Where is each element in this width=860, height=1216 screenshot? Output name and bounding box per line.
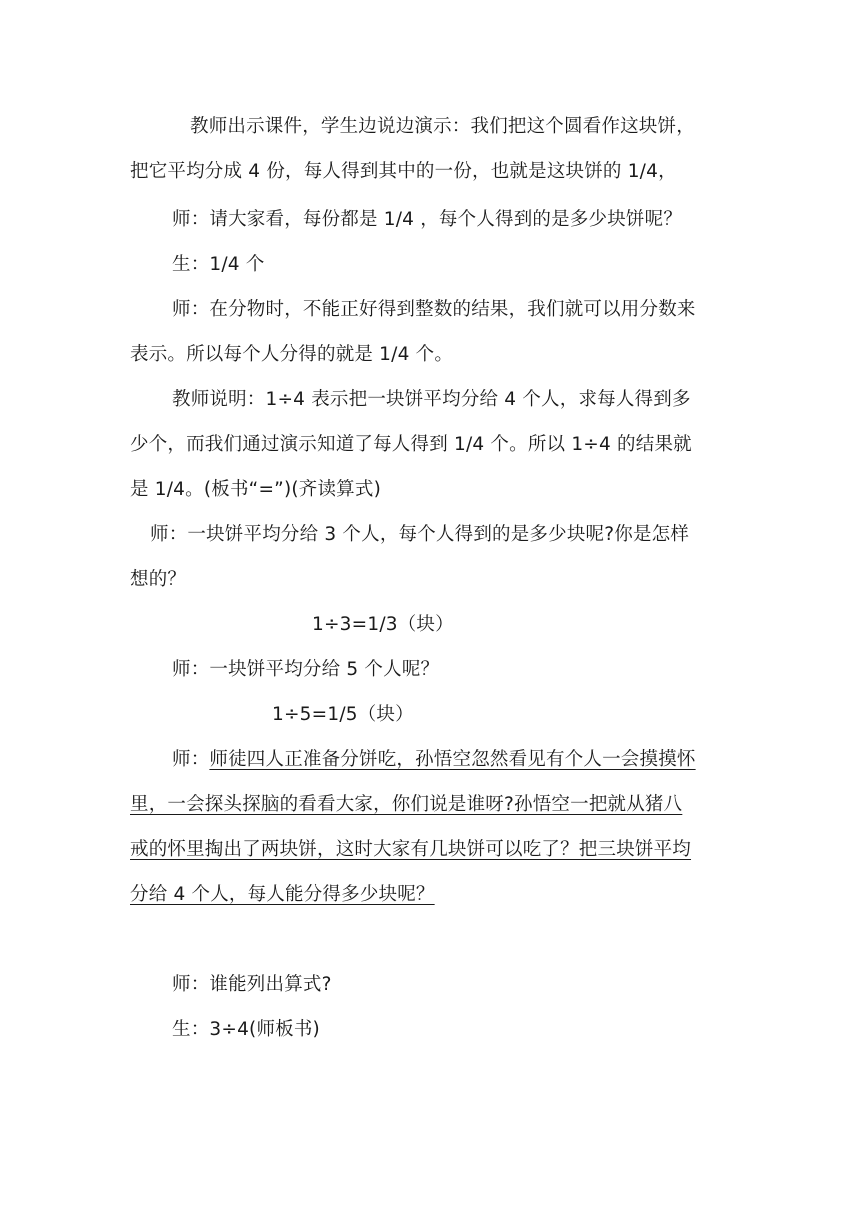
story-text-1: 师徒四人正准备分饼吃，孙悟空忽然看见有个人一会摸摸怀	[209, 749, 696, 770]
story-line-3: 戒的怀里掏出了两块饼，这时大家有几块饼可以吃了？把三块饼平均	[130, 839, 692, 860]
student-answer-1: 生：1/4 个	[172, 254, 265, 275]
story-line-2: 里，一会探头探脑的看看大家，你们说是谁呀?孙悟空一把就从猪八	[130, 794, 683, 815]
paragraph-1-line-1: 教师出示课件，学生边说边演示：我们把这个圆看作这块饼，	[190, 116, 695, 137]
teacher-question-2-line-2: 想的？	[130, 569, 187, 590]
teacher-explanation-line-2: 少个，而我们通过演示知道了每人得到 1/4 个。所以 1÷4 的结果就	[130, 434, 692, 455]
teacher-explanation-line-1: 教师说明：1÷4 表示把一块饼平均分给 4 个人，求每人得到多	[172, 389, 691, 410]
student-answer-2: 生：3÷4(师板书)	[172, 1019, 320, 1040]
story-line-4: 分给 4 个人，每人能分得多少块呢？	[130, 884, 435, 905]
story-speaker: 师：	[172, 749, 210, 770]
teacher-question-2-line-1: 师：一块饼平均分给 3 个人，每个人得到的是多少块呢?你是怎样	[150, 524, 690, 545]
story-line-1	[172, 748, 696, 772]
teacher-question-3: 师：一块饼平均分给 5 个人呢？	[172, 659, 440, 680]
teacher-question-4: 师：谁能列出算式?	[172, 974, 332, 995]
teacher-remark-line-2: 表示。所以每个人分得的就是 1/4 个。	[130, 344, 454, 365]
teacher-remark-line-1: 师：在分物时，不能正好得到整数的结果，我们就可以用分数来	[172, 299, 696, 320]
teacher-question-1: 师：请大家看，每份都是 1/4 ，每个人得到的是多少块饼呢？	[172, 209, 683, 230]
paragraph-1-line-2: 把它平均分成 4 份，每人得到其中的一份，也就是这块饼的 1/4，	[130, 161, 677, 182]
equation-1-divide-5: 1÷5=1/5（块）	[272, 704, 414, 725]
equation-1-divide-3: 1÷3=1/3（块）	[312, 614, 454, 635]
teacher-explanation-line-3: 是 1/4。(板书“=”)(齐读算式)	[130, 479, 381, 500]
